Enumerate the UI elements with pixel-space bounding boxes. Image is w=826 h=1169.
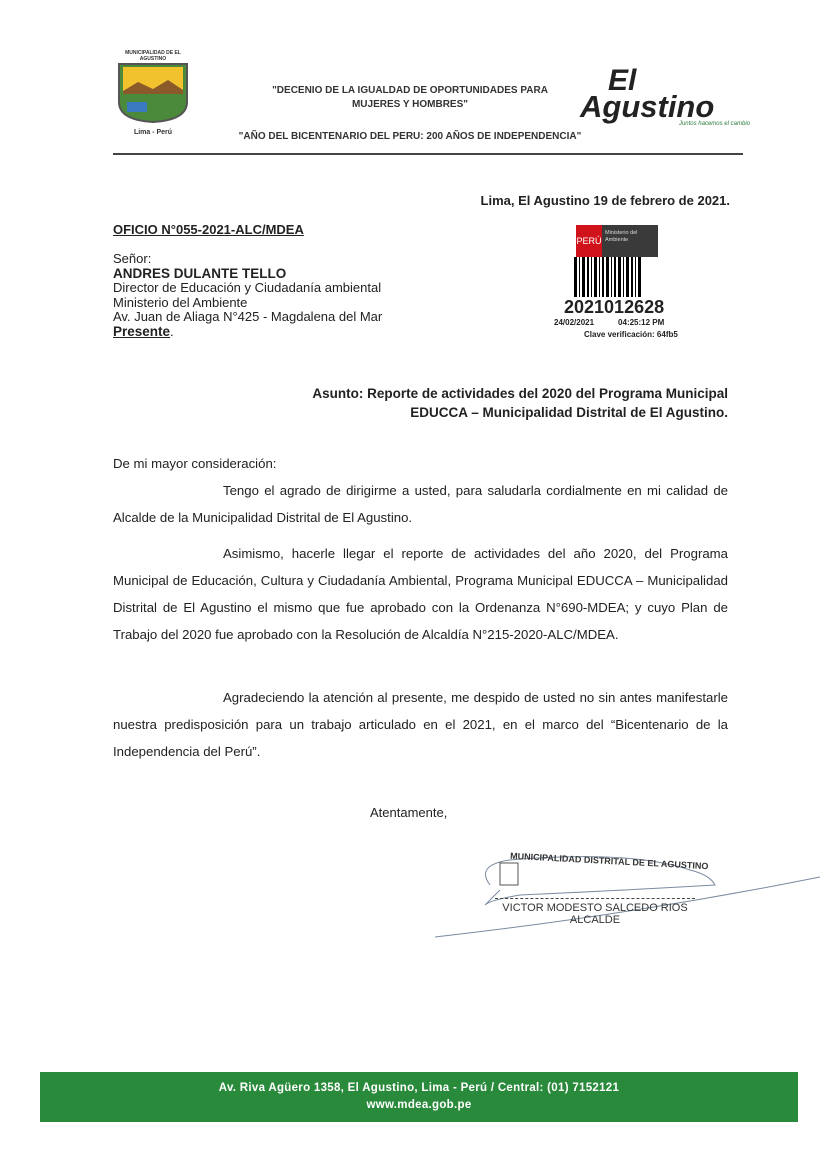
footer-website: www.mdea.gob.pe: [366, 1099, 472, 1111]
crest-shield-icon: [113, 62, 193, 124]
recipient-title: Director de Educación y Ciudadanía ambiental: [113, 280, 382, 295]
registry-number: 2021012628: [564, 297, 665, 317]
body-paragraph: Tengo el agrado de dirigirme a usted, para saludarla cordialmente en mi calidad de Alcalde de la Municipalidad Distrital de El Agustino.: [113, 483, 728, 525]
logo-line1: El: [608, 64, 637, 97]
subject: [230, 384, 728, 422]
subject-line1: Asunto: Reporte de actividades del 2020 del Programa Municipal: [312, 386, 728, 401]
presente-label: Presente: [113, 323, 171, 339]
salutation: Señor:: [113, 251, 152, 266]
recipient-address: Av. Juan de Aliaga N°425 - Magdalena del Mar: [113, 309, 383, 324]
year-motto: "AÑO DEL BICENTENARIO DEL PERU: 200 AÑOS DE INDEPENDENCIA": [238, 131, 582, 142]
verification-code: Clave verificación: 64fb5: [584, 330, 678, 339]
signatory: [495, 898, 695, 926]
oficio-number: OFICIO N°055-2021-ALC/MDEA: [113, 222, 304, 237]
reception-stamp: [554, 225, 730, 339]
el-agustino-logo: [580, 64, 750, 128]
subject-line2: EDUCCA – Municipalidad Distrital de El Agustino.: [410, 405, 728, 420]
decade-motto-line2: MUJERES Y HOMBRES": [351, 99, 469, 110]
recipient-name: ANDRES DULANTE TELLO: [113, 265, 287, 281]
signature-seal: MUNICIPALIDAD DISTRITAL DE EL AGUSTINO: [509, 850, 709, 872]
body-paragraph: Agradeciendo la atención al presente, me despido de usted no sin antes manifestarle nuestra predisposición para un trabajo articulado en el 2021, en el marco del “Bicentenario de la Independencia del Perú”.: [113, 690, 728, 759]
header-divider: [113, 153, 743, 155]
peru-label: PERÚ: [576, 225, 602, 257]
letter-date: Lima, El Agustino 19 de febrero de 2021.: [480, 193, 730, 208]
recipient-org: Ministerio del Ambiente: [113, 294, 248, 310]
logo-line2: Agustino: [580, 89, 715, 124]
signatory-role: ALCALDE: [569, 914, 621, 926]
footer-band: [40, 1072, 798, 1122]
greeting: De mi mayor consideración:: [113, 456, 277, 471]
stamp-time: 04:25:12 PM: [618, 318, 665, 327]
ministry-label: Ministerio del Ambiente: [602, 225, 658, 257]
crest-location: Lima - Perú: [133, 129, 173, 136]
decade-motto: [230, 85, 590, 110]
crest-title: MUNICIPALIDAD DE EL AGUSTINO: [125, 50, 181, 62]
body-paragraph: Asimismo, hacerle llegar el reporte de actividades del año 2020, del Programa Municipal de Educación, Cultura y Ciudadanía Ambiental, Programa Municipal EDUCCA – Municipalidad Distrital de El Agustino el mismo que fue aprobado con la Ordenanza N°690-MDEA; y cuyo Plan de Trabajo del 2020 fue aprobado con la Resolución de Alcaldía N°215-2020-ALC/MDEA.: [113, 546, 728, 642]
footer-address: Av. Riva Agüero 1358, El Agustino, Lima - Perú / Central: (01) 7152121: [218, 1082, 620, 1094]
stamp-date: 24/02/2021: [554, 318, 595, 327]
signatory-name: VICTOR MODESTO SALCEDO RIOS: [502, 902, 688, 914]
closing: Atentamente,: [370, 805, 448, 820]
recipient-block: Señor: ANDRES DULANTE TELLO Director de Educación y Ciudadanía ambiental Ministerio del Ambiente Av. Juan de Aliaga N°425 - Magdalena del Mar Presente.: [113, 251, 383, 339]
peru-ministry-logo: [576, 225, 658, 257]
barcode-icon: [574, 257, 670, 297]
logo-tagline: Juntos hacemos el cambio: [678, 121, 750, 127]
decade-motto-line1: "DECENIO DE LA IGUALDAD DE OPORTUNIDADES PARA: [272, 85, 548, 96]
municipal-crest-logo: [113, 50, 193, 134]
